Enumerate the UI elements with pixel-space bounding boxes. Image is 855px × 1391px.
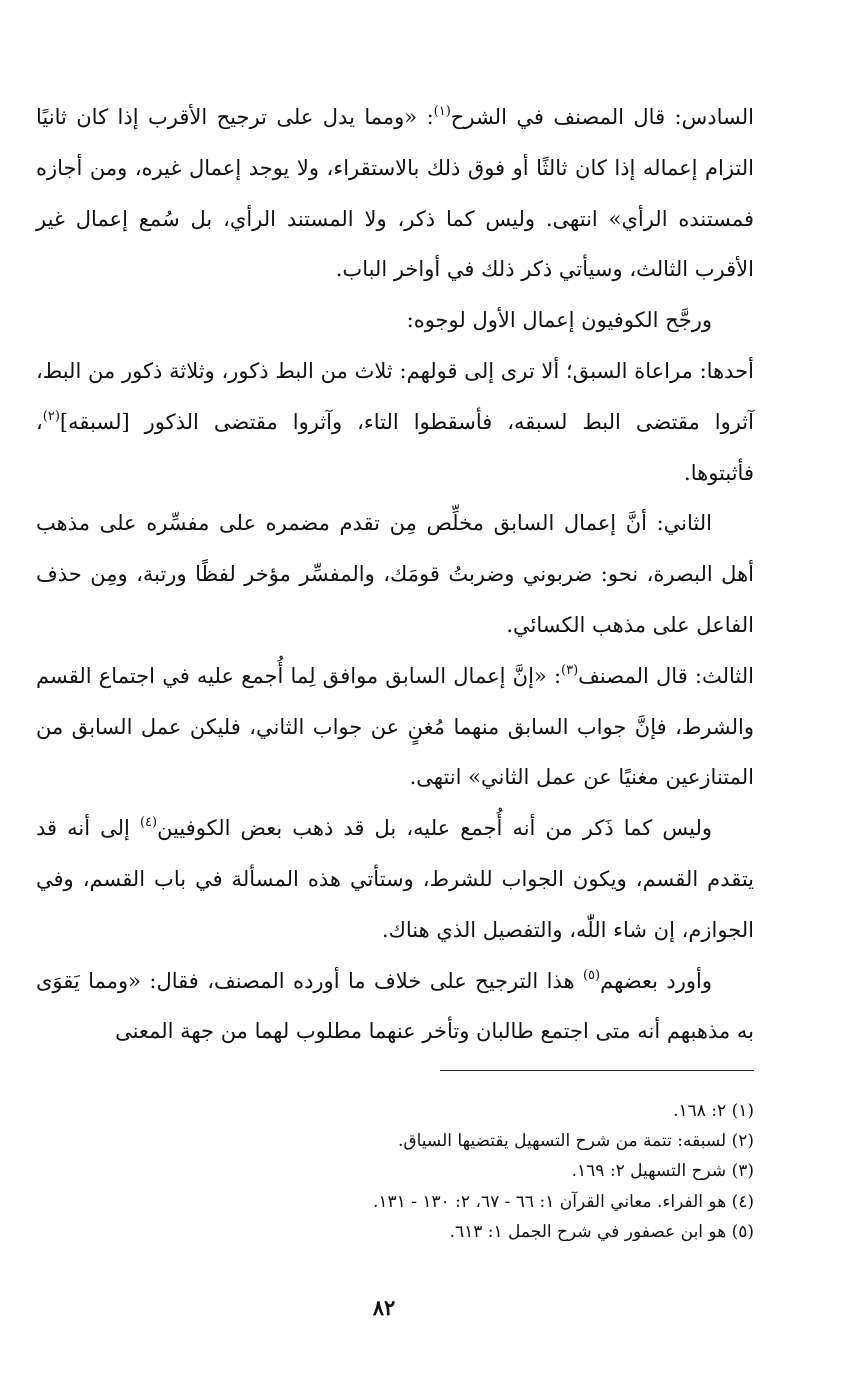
paragraph-text: الثاني: أنَّ إعمال السابق مخلِّص مِن تقدم مضمره على مفسِّره على مذهب أهل البصرة، نحو: ضربوني وضربتُ قومَك، والمفسِّر مؤخر لفظًا ورتبة، ومِن حذف الفاعل على مذهب الكسائي. bbox=[36, 511, 754, 637]
footnote-ref-3: (٣) bbox=[561, 662, 579, 678]
main-text bbox=[36, 92, 754, 1057]
paragraph-first-reason bbox=[36, 346, 754, 498]
page-number: ٨٢ bbox=[372, 1295, 396, 1320]
footnote-1: (١) ٢: ١٦٨. bbox=[673, 1101, 754, 1121]
paragraph-text-cont: : «إنَّ إعمال السابق موافق لِما أُجمع عليه في اجتماع القسم والشرط، فإنَّ جواب السابق منهما مُغنٍ عن جواب الثاني، فليكن عمل السابق من المتنازعين مغنيًا عن عمل الثاني» انتهى. bbox=[36, 663, 754, 790]
paragraph-third-reason bbox=[36, 651, 754, 803]
paragraph-text: وأورد بعضهم bbox=[600, 968, 712, 993]
footnote-3: (٣) شرح التسهيل ٢: ١٦٩. bbox=[571, 1161, 754, 1182]
footnote-separator bbox=[440, 1070, 754, 1071]
footnote-2: (٢) لسبقه: تتمة من شرح التسهيل يقتضيها السياق. bbox=[398, 1131, 754, 1152]
paragraph-text-cont: ، فأثبتوها. bbox=[36, 409, 754, 485]
footnote-4: (٤) هو الفراء. معاني القرآن ١: ٦٦ - ٦٧، ٢: ١٣٠ - ١٣١. bbox=[373, 1191, 754, 1212]
footnote-ref-5: (٥) bbox=[582, 967, 601, 983]
paragraph-text-cont: : «ومما يدل على ترجيح الأقرب إذا كان ثانيًا التزام إعماله إذا كان ثالثًا أو فوق ذلك بالاستقراء، ولا يوجد إعمال غيره، ومن أجازه فمستنده الرأي» انتهى. وليس كما ذكر، ولا المستند الرأي، بل سُمع إعمال غير الأقرب الثالث، وسيأتي ذكر ذلك في أواخر الباب. bbox=[36, 105, 754, 282]
footnotes bbox=[194, 1096, 754, 1247]
paragraph-text: الثالث: قال المصنف bbox=[578, 663, 754, 688]
paragraph-text-cont: هذا الترجيح على خلاف ما أورده المصنف، فقال: «ومما يَقوَى به مذهبهم أنه متى اجتمع طالبان وتأخر عنهما مطلوب لهما من جهة المعنى bbox=[36, 968, 754, 1044]
paragraph-kufans-preference bbox=[36, 295, 754, 346]
footnote-ref-2: (٢) bbox=[42, 408, 60, 424]
paragraph-text-cont: إلى أنه قد يتقدم القسم، ويكون الجواب للشرط، وستأتي هذه المسألة في باب القسم، وفي الجوازم، إن شاء اللّٰه، والتفصيل الذي هناك. bbox=[36, 816, 754, 942]
footnote-ref-4: (٤) bbox=[139, 815, 158, 831]
paragraph-text: وليس كما ذَكر من أنه أُجمع عليه، بل قد ذهب بعض الكوفيين bbox=[157, 816, 712, 841]
paragraph-text: أحدها: مراعاة السبق؛ ألا ترى إلى قولهم: ثلاث من البط ذكور، وثلاثة ذكور من البط، آثروا مقتضى البط لسبقه، فأسقطوا التاء، وآثروا مقتضى الذكور [لسبقه] bbox=[36, 358, 754, 434]
paragraph-rebuttal bbox=[36, 803, 754, 955]
paragraph-text: السادس: قال المصنف في الشرح bbox=[450, 105, 754, 129]
paragraph-objection bbox=[36, 956, 754, 1058]
footnote-5: (٥) هو ابن عصفور في شرح الجمل ١: ٦١٣. bbox=[449, 1221, 754, 1242]
paragraph-sixth bbox=[36, 92, 754, 295]
footnote-ref-1: (١) bbox=[433, 104, 451, 119]
paragraph-second-reason bbox=[36, 498, 754, 650]
paragraph-text: ورجَّح الكوفيون إعمال الأول لوجوه: bbox=[406, 308, 712, 333]
